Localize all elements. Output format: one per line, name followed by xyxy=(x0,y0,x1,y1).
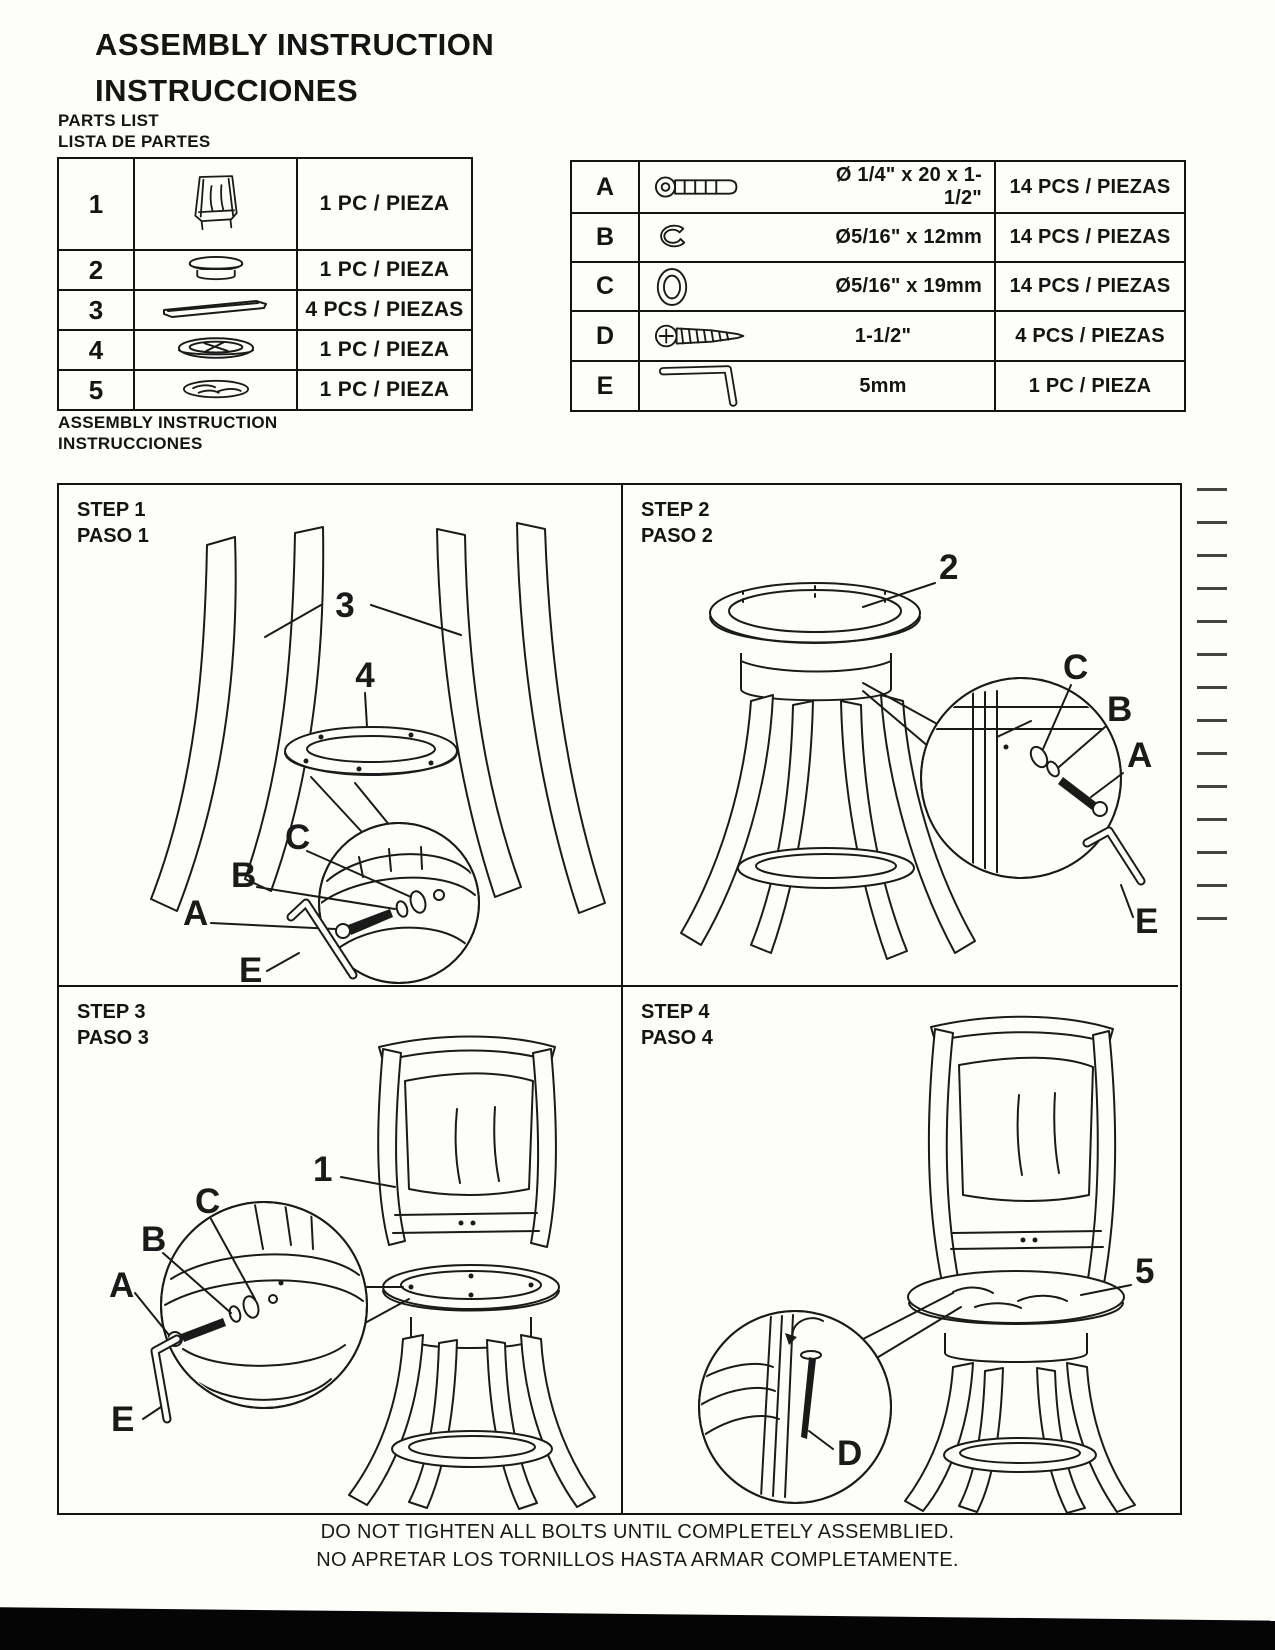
hardware-size: Ø 1/4" x 20 x 1-1/2" xyxy=(835,164,982,209)
callout-c: C xyxy=(195,1182,221,1221)
hardware-size: Ø5/16" x 19mm xyxy=(835,275,982,297)
callout-e: E xyxy=(239,951,263,985)
step-3-panel xyxy=(59,987,623,1513)
scan-artifact-bar xyxy=(0,1607,1275,1650)
part-quantity: 1 PC / PIEZA xyxy=(296,369,471,409)
hardware-quantity: 14 PCS / PIEZAS xyxy=(994,261,1184,310)
callout-b: B xyxy=(141,1220,167,1259)
step-4-label: STEP 4 PASO 4 xyxy=(641,1001,713,1049)
callout-a: A xyxy=(1127,736,1153,775)
part-quantity: 1 PC / PIEZA xyxy=(296,329,471,369)
allen-key-icon xyxy=(654,362,804,410)
part-number: 5 xyxy=(59,369,133,409)
part-illustration xyxy=(133,289,296,329)
callout-e: E xyxy=(1135,902,1159,941)
step-1-panel xyxy=(59,485,623,987)
callout-3: 3 xyxy=(335,586,355,625)
steps-grid xyxy=(57,483,1182,1515)
hardware-letter: E xyxy=(572,360,638,410)
hardware-quantity: 1 PC / PIEZA xyxy=(994,360,1184,410)
hardware-letter: C xyxy=(572,261,638,310)
callout-e: E xyxy=(111,1400,135,1439)
callout-c: C xyxy=(285,818,311,857)
hardware-letter: B xyxy=(572,212,638,261)
swivel-plate-icon xyxy=(185,255,247,285)
scan-artifact-dashes xyxy=(1197,488,1227,936)
part-illustration xyxy=(133,159,296,249)
step-1-label: STEP 1 PASO 1 xyxy=(77,499,149,547)
seat-ring-icon xyxy=(175,336,257,364)
part-illustration xyxy=(133,369,296,409)
part-illustration xyxy=(133,249,296,289)
part-number: 1 xyxy=(88,188,104,219)
hardware-illustration-size xyxy=(638,310,994,360)
flat-washer-icon xyxy=(654,266,804,308)
part-illustration xyxy=(133,329,296,369)
parts-list-heading-en: PARTS LIST xyxy=(58,111,159,130)
step-4-illustration xyxy=(623,987,1178,1513)
hardware-illustration-size xyxy=(638,360,994,410)
page-title-es: INSTRUCCIONES xyxy=(95,73,359,108)
part-number: 4 xyxy=(59,329,133,369)
hardware-letter: D xyxy=(572,310,638,360)
page-title-en: ASSEMBLY INSTRUCTION xyxy=(95,27,495,62)
hardware-size: 5mm xyxy=(859,374,907,397)
part-quantity: 1 PC / PIEZA xyxy=(296,159,471,249)
part-number: 2 xyxy=(59,249,133,289)
part-quantity: 1 PC / PIEZA xyxy=(296,249,471,289)
footer-warning xyxy=(0,1518,1275,1574)
callout-b: B xyxy=(1107,690,1133,729)
leg-icon xyxy=(160,298,272,322)
step-2-label: STEP 2 PASO 2 xyxy=(641,499,713,547)
lock-washer-icon xyxy=(654,223,804,253)
hardware-table xyxy=(570,160,1186,412)
callout-1: 1 xyxy=(313,1150,333,1189)
step-3-label: STEP 3 PASO 3 xyxy=(77,1001,149,1049)
parts-list-heading-es: LISTA DE PARTES xyxy=(58,132,211,151)
hardware-quantity: 4 PCS / PIEZAS xyxy=(994,310,1184,360)
hardware-illustration-size xyxy=(638,261,994,310)
part-number: 3 xyxy=(59,289,133,329)
screw-icon xyxy=(654,320,804,352)
assembly-heading xyxy=(58,412,277,454)
step-1-illustration xyxy=(59,485,621,985)
hardware-quantity: 14 PCS / PIEZAS xyxy=(994,162,1184,212)
footer-warning-en: DO NOT TIGHTEN ALL BOLTS UNTIL COMPLETELY ASSEMBLIED. xyxy=(320,1521,955,1543)
parts-list-heading xyxy=(58,110,210,152)
callout-5: 5 xyxy=(1135,1252,1155,1291)
step-3-illustration xyxy=(59,987,621,1513)
callout-c: C xyxy=(1063,648,1089,687)
page-title xyxy=(95,22,494,114)
hardware-illustration-size xyxy=(638,162,994,212)
parts-table xyxy=(57,157,473,411)
callout-d: D xyxy=(837,1434,863,1473)
hardware-letter: A xyxy=(595,172,615,201)
callout-a: A xyxy=(109,1266,135,1305)
step-2-illustration xyxy=(623,485,1178,985)
assembly-heading-en: ASSEMBLY INSTRUCTION xyxy=(58,413,278,432)
hardware-size: 1-1/2" xyxy=(854,324,912,347)
chair-back-icon xyxy=(189,172,243,236)
hardware-size: Ø5/16" x 12mm xyxy=(835,226,982,248)
hardware-quantity: 14 PCS / PIEZAS xyxy=(994,212,1184,261)
callout-b: B xyxy=(231,856,257,895)
step-2-panel xyxy=(623,485,1178,987)
hardware-illustration-size xyxy=(638,212,994,261)
assembly-heading-es: INSTRUCCIONES xyxy=(58,434,203,453)
part-quantity: 4 PCS / PIEZAS xyxy=(296,289,471,329)
footer-warning-es: NO APRETAR LOS TORNILLOS HASTA ARMAR COMPLETAMENTE. xyxy=(316,1549,959,1571)
step-4-panel xyxy=(623,987,1178,1513)
callout-2: 2 xyxy=(939,548,959,587)
callout-a: A xyxy=(183,894,209,933)
seat-icon xyxy=(178,379,254,401)
callout-4: 4 xyxy=(355,656,375,695)
bolt-icon xyxy=(654,174,804,200)
